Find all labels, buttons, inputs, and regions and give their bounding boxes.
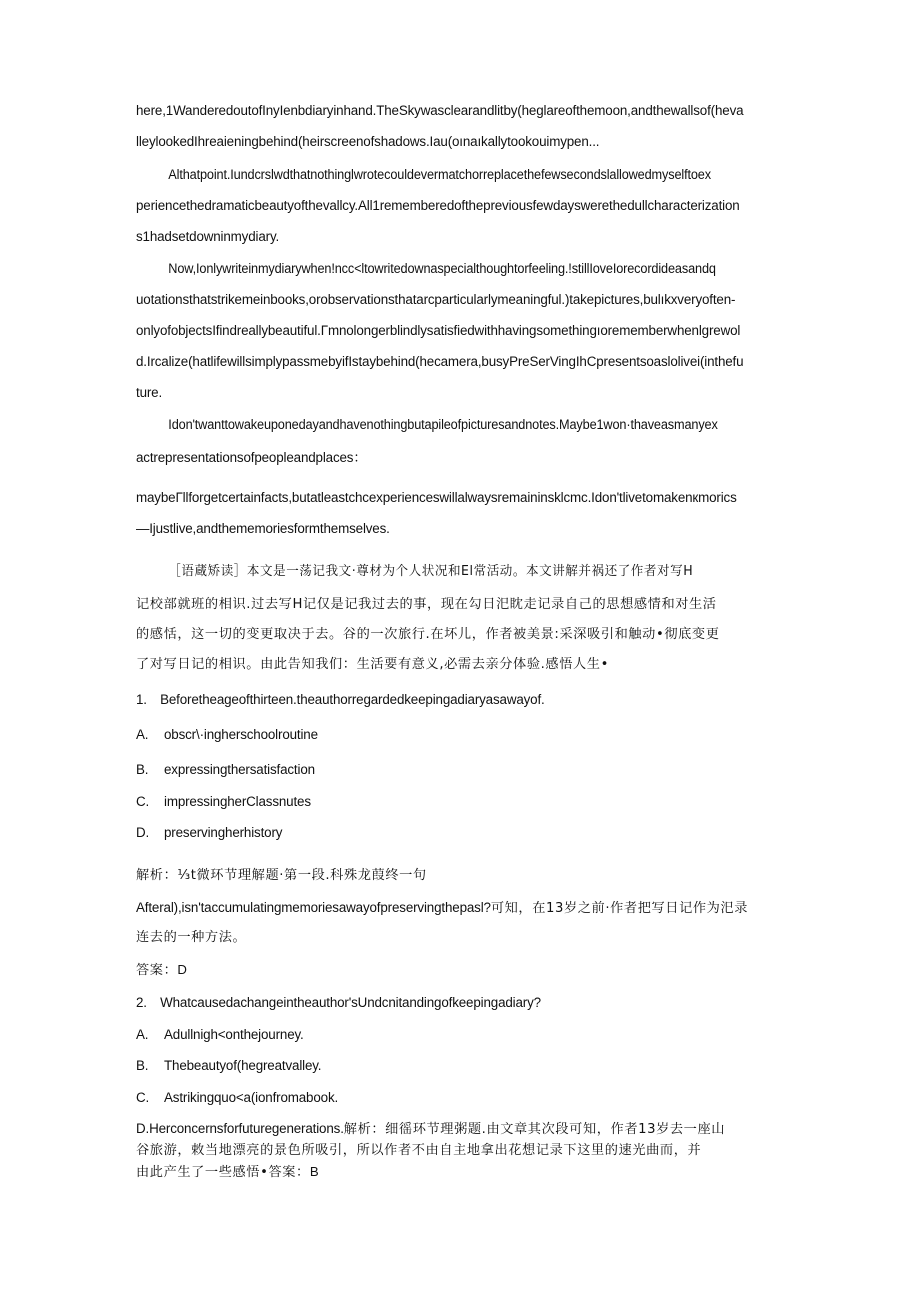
passage-line-10: ture.: [136, 385, 163, 400]
q2-explanation-line-2: 谷旅游，敕当地漂亮的景色所吸引，所以作者不由自主地拿出花想记录下这里的速光曲而，并: [136, 1143, 702, 1158]
analysis-line-4: 了对写日记的相识。由此告知我们：生活要有意义,必需去亲分体验.感悟人生•: [136, 657, 609, 672]
passage-line-2: lleylookedIhreaieningbehind(heirscreenofshadows.Iau(oınaıkallytookouimypen...: [136, 134, 600, 149]
q1-explanation-chinese: 可知，在13岁之前·作者把写日记作为汜录: [490, 901, 749, 916]
option-letter: A.: [136, 1027, 149, 1042]
q2-option-c: [136, 1088, 784, 1108]
option-letter: D.: [136, 825, 150, 840]
analysis-line-1: ［语蔵矫读］本文是一荡记我文·尊材为个人状况和El常活动。本文讲解并祸还了作者对写H: [168, 564, 694, 579]
option-letter: B.: [136, 762, 149, 777]
q2-explanation-line-1: 解析：细徭环节理粥题.由文章其次段可知，作者13岁去一座山: [343, 1122, 726, 1137]
passage-line-6: Now,Ionlywriteinmydiarywhen!ncc<ltowritedownaspecialthoughtorfeeling.!stillIoveIorecordideasandq: [168, 261, 716, 276]
q2-option-b: [136, 1056, 784, 1076]
option-text: expressingthersatisfaction: [164, 762, 315, 777]
passage-line-1: here,1WanderedoutofInyIenbdiaryinhand.TheSkywasclearandlitby(heglareofthemoon,andthewallsof(heva: [136, 103, 744, 118]
passage-line-5: s1hadsetdowninmydiary.: [136, 229, 280, 244]
q1-explanation-line-1: 解析：⅓t微环节理解题·第一段.科殊龙葭终一句: [136, 868, 427, 883]
passage-line-8: onlyofobjectsIfindreallybeautiful.Γmnolongerblindlysatisfiedwithhavingsomethingıorememberwhenlgrewol: [136, 323, 741, 338]
analysis-line-3: 的感恬，这一切的变更取决于去。谷的一次旅行.在坏儿，作者被美景:采深吸引和触动•彻底变更: [136, 627, 720, 642]
option-letter: C.: [136, 1090, 150, 1105]
q2-explanation-text: 由此产生了一些感悟•答案：: [136, 1165, 310, 1180]
option-text: Adullnigh<onthejourney.: [164, 1027, 304, 1042]
q1-explanation-line-3: 连去的一种方法。: [136, 930, 247, 945]
passage-line-4: periencethedramaticbeautyofthevallcy.All1rememberedofthepreviousfewdayswerethedullcharacterization: [136, 198, 740, 213]
q2-option-d: D.Herconcernsforfuturegenerations.: [136, 1121, 344, 1136]
q2-option-d-and-explanation: [136, 1119, 784, 1140]
option-text: Thebeautyof(hegreatvalley.: [164, 1058, 322, 1073]
answer-value: D: [177, 962, 188, 977]
answer-label: 答案：: [136, 963, 178, 978]
q2-option-a: [136, 1025, 784, 1045]
q1-option-b: [136, 760, 784, 780]
passage-line-11: Idon'twanttowakeuponedayandhavenothingbutapileofpicturesandnotes.Maybe1won·thaveasmanyex: [168, 417, 718, 432]
answer-value: B: [309, 1164, 320, 1179]
option-text: obscr\·ingherschoolroutine: [164, 727, 318, 742]
q1-option-c: [136, 792, 784, 812]
question-1-stem: 1. Beforetheageofthirteen.theauthorregardedkeepingadiaryasawayof.: [136, 692, 545, 707]
passage-line-7: uotationsthatstrikemeinbooks,orobservationsthatarcparticularlymeaningful.)takepictures,bulıkxveryoften-: [136, 292, 736, 307]
q1-explanation-line-2: [136, 898, 784, 919]
q1-answer: [136, 960, 784, 981]
question-2-stem: 2. Whatcausedachangeintheauthor'sUndcnitandingofkeepingadiary?: [136, 995, 541, 1010]
option-text: impressingherClassnutes: [164, 794, 311, 809]
analysis-line-2: 记校部就班的相识.过去写H记仅是记我过去的事，现在勾日汜眈走记录自己的思想感情和对生活: [136, 597, 717, 612]
passage-line-12: actrepresentationsofpeopleandplaces：: [136, 450, 367, 465]
passage-line-9: d.Ircalize(hatlifewillsimplypassmebyifIstaybehind(hecamera,busyPreSerVingIhCpresentsoaslolivei(inthefu: [136, 354, 744, 369]
q2-explanation-line-3: [136, 1162, 784, 1183]
option-text: Astrikingquo<a(ionfromabook.: [164, 1090, 339, 1105]
q1-option-a: [136, 725, 784, 745]
q1-explanation-english: Afteral),isn'taccumulatingmemoriesawayofpreservingthepasl?: [136, 900, 491, 915]
passage-line-3: Althatpoint.Iundcrslwdthatnothinglwrotecouldevermatchorreplacethefewsecondslallowedmyselftoex: [168, 167, 711, 182]
passage-line-14: —Ijustlive,andthememoriesformthemselves.: [136, 521, 390, 536]
option-letter: C.: [136, 794, 150, 809]
option-text: preservingherhistory: [164, 825, 283, 840]
option-letter: B.: [136, 1058, 149, 1073]
passage-line-13: maybeΓllforgetcertainfacts,butatleastchcexperienceswillalwaysremaininsklcmc.Idon'tlivetomakenкmorics: [136, 490, 737, 505]
q1-option-d: [136, 823, 784, 843]
option-letter: A.: [136, 727, 149, 742]
